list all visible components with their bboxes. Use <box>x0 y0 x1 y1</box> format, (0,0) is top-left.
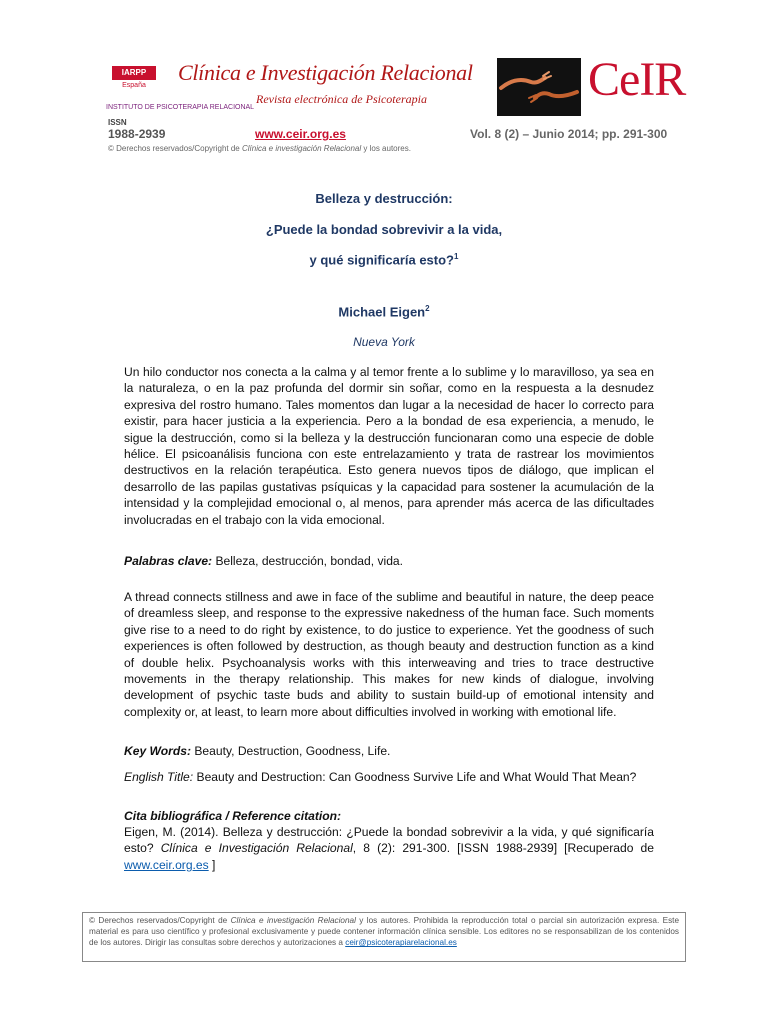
article-title-line2: ¿Puede la bondad sobrevivir a la vida, <box>265 222 503 237</box>
keywords-english-value: Beauty, Destruction, Goodness, Life. <box>190 744 391 758</box>
article-title-line1: Belleza y destrucción: <box>315 191 453 206</box>
english-title-value: Beauty and Destruction: Can Goodness Survive Life and What Would That Mean? <box>193 770 637 784</box>
hands-image <box>497 58 581 116</box>
footer-prefix: © Derechos reservados/Copyright de <box>89 916 231 925</box>
citation-part1: Eigen, M. (2014). Belleza y destrucción: ¿Puede la bondad sobrevivir a la vida, y qué significaría esto? <box>124 825 654 856</box>
keywords-spanish-label: Palabras clave: <box>124 554 213 568</box>
journal-subtitle: Revista electrónica de Psicoterapia <box>256 92 427 106</box>
header-copyright-prefix: © Derechos reservados/Copyright de <box>108 144 242 153</box>
citation-heading: Cita bibliográfica / Reference citation: <box>124 809 342 823</box>
institute-name: INSTITUTO DE PSICOTERAPIA RELACIONAL <box>106 104 255 111</box>
author-name <box>0 304 768 319</box>
journal-title: Clínica e Investigación Relacional <box>178 60 473 85</box>
author-location: Nueva York <box>353 335 415 349</box>
english-title-label: English Title: <box>124 770 194 784</box>
keywords-english-label: Key Words: <box>124 744 191 758</box>
iarpp-label: IARPP <box>112 66 156 80</box>
footer-text: y los autores. Prohibida la reproducción total o parcial sin autorización expresa. Este material es para uso científico y profesional exclusivamente y puede contener información clínica sensible. Los editores no se responsabilizan de los contenidos de los autores. Dirigir las consultas sobre derechos y autorizaciones a <box>89 916 679 948</box>
volume-info: Vol. 8 (2) – Junio 2014; pp. 291-300 <box>470 127 668 141</box>
ceir-logo: CeIR <box>588 53 686 106</box>
header-copyright <box>108 144 411 153</box>
keywords-spanish <box>124 553 654 569</box>
header-copyright-suffix: y los autores. <box>361 144 411 153</box>
citation-journal: Clínica e Investigación Relacional <box>160 841 353 856</box>
article-title-line3 <box>0 252 768 267</box>
footer-journal: Clínica e investigación Relacional <box>230 916 356 925</box>
title-footnote: 1 <box>454 252 459 261</box>
header-copyright-journal: Clínica e investigación Relacional <box>241 144 362 153</box>
author-name-text: Michael Eigen <box>338 304 426 320</box>
english-title <box>124 769 654 785</box>
iarpp-logo <box>112 66 156 100</box>
keywords-english <box>124 743 654 759</box>
citation-text <box>124 824 654 873</box>
footer-email-link[interactable]: ceir@psicoterapiarelacional.es <box>345 938 457 948</box>
journal-site-link[interactable]: www.ceir.org.es <box>255 127 346 141</box>
citation-part3: ] <box>208 857 216 872</box>
author-footnote: 2 <box>425 304 430 313</box>
citation-link[interactable]: www.ceir.org.es <box>124 857 209 872</box>
iarpp-sub: España <box>122 82 146 89</box>
citation-part2: , 8 (2): 291-300. [ISSN 1988-2939] [Recuperado de <box>352 841 654 856</box>
keywords-spanish-value: Belleza, destrucción, bondad, vida. <box>212 554 404 568</box>
issn-label: ISSN <box>108 118 127 127</box>
article-title-line3-text: y qué significaría esto? <box>309 252 455 268</box>
abstract-english: A thread connects stillness and awe in face of the sublime and beautiful in nature, the deep peace of dreamless sleep, and response to the expressive nakedness of the human face. Such moments give rise to a need to do right by existence, to do justice to experience. Yet the goodness of such experiences is often followed by destruction, as though beauty and destruction function as a kind of double helix. Psychoanalysis works with this interweaving and tries to trace destructive movements in the therapy relationship. This makes for new kinds of dialogue, involving development of psychic taste buds and ability to sustain build-up of emotional intensity and complexity or, at least, to learn more about difficulties involved in working with emotional life. <box>124 590 654 719</box>
abstract-spanish: Un hilo conductor nos conecta a la calma y al temor frente a lo sublime y lo maravilloso, ya sea en la naturaleza, o en la paz profunda del dormir sin soñar, como en la respuesta a la desnudez expresiva del rostro humano. Tales momentos dan lugar a la necesidad de hacer lo correcto para existir, para hacer justicia a la experiencia. Pero a la bondad de esa experiencia, a menudo, le sigue la destrucción, como si la belleza y la destrucción funcionaran como una especie de doble hélice. El psicoanálisis funciona con este entrelazamiento y trata de rastrear los movimientos destructivos en la relación terapéutica. Esto genera nuevos tipos de diálogo, que implican el desarrollo de las papilas gustativas psíquicas y la capacidad para sostener la acumulación de la intensidad y la complejidad emocional o, al menos, para aprender más acerca de las dificultades involucradas en el trabajo con la vida emocional. <box>124 365 654 527</box>
issn-number: 1988-2939 <box>108 127 166 141</box>
footer-copyright-box <box>82 912 686 962</box>
